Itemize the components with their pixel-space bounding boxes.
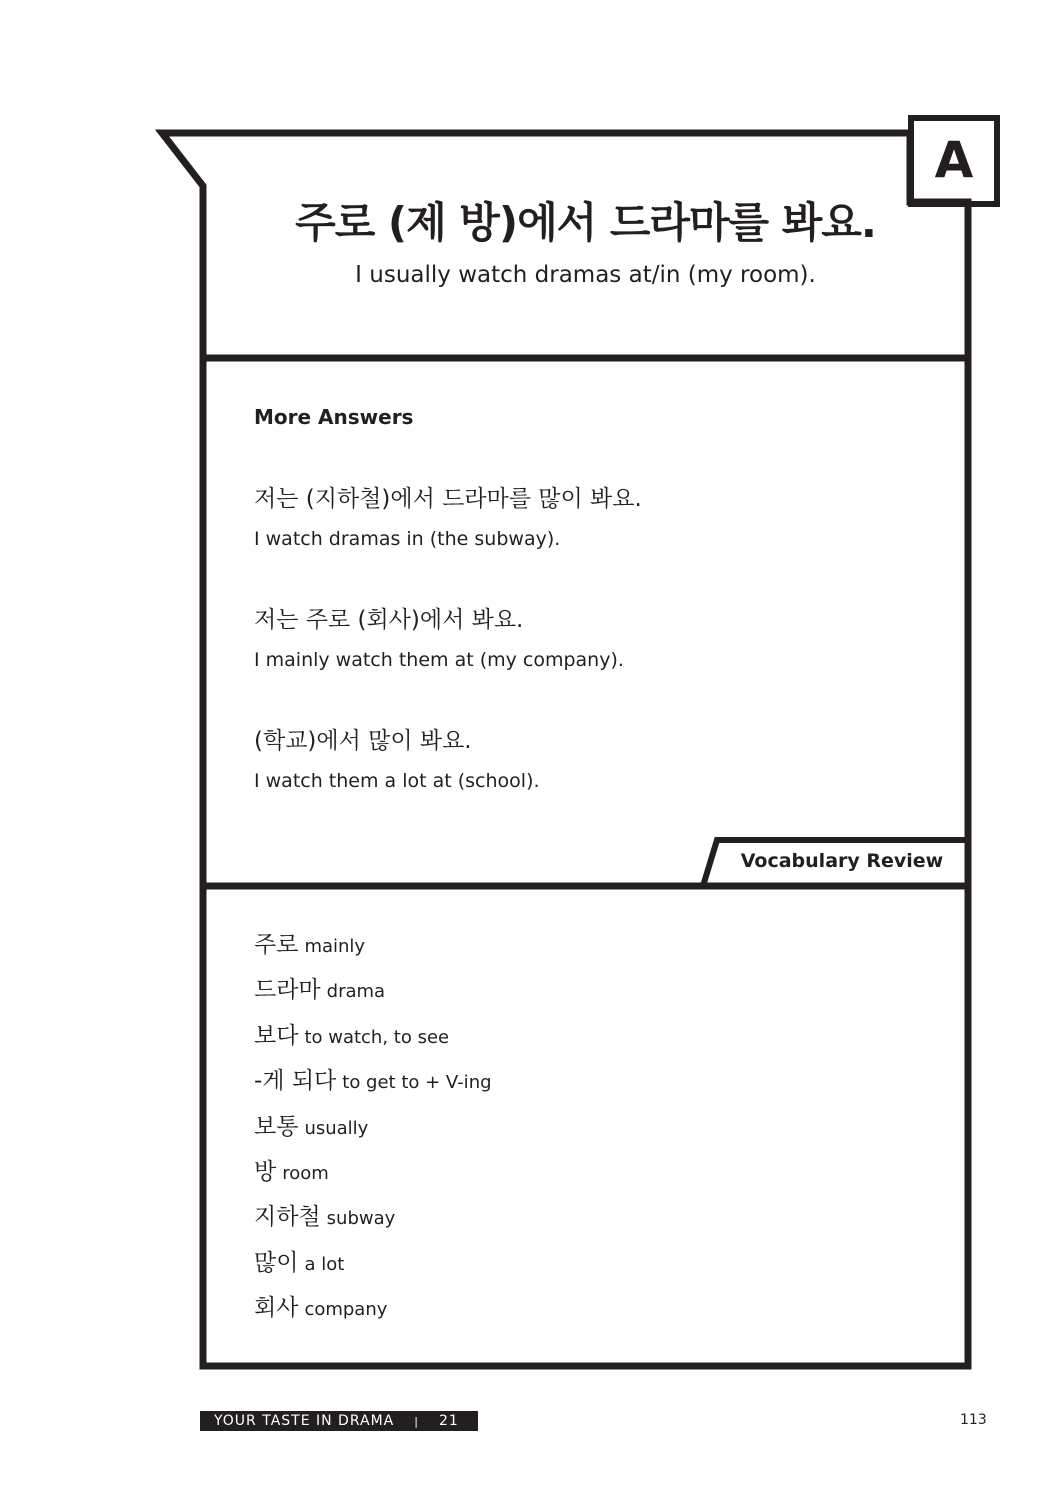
answer-english: I watch them a lot at (school).: [254, 770, 540, 792]
vocab-korean: 보다: [254, 1022, 299, 1049]
vocab-korean: 보통: [254, 1113, 299, 1140]
vocab-english: company: [304, 1299, 388, 1321]
vocab-english: a lot: [304, 1253, 345, 1275]
answer-korean: (학교)에서 많이 봐요.: [254, 728, 472, 754]
vocab-item: [254, 1153, 492, 1198]
answer-item: [254, 605, 624, 673]
answer-english: I mainly watch them at (my company).: [254, 649, 624, 671]
page-number: 113: [960, 1412, 987, 1428]
chapter-footer-bar: [200, 1411, 478, 1431]
vocab-korean: 방: [254, 1158, 277, 1185]
vocab-korean: 주로: [254, 932, 299, 958]
vocab-item: [254, 926, 492, 971]
vocab-english: usually: [304, 1117, 369, 1139]
vocab-english: drama: [326, 981, 386, 1003]
answer-korean: 저는 주로 (회사)에서 봐요.: [254, 607, 524, 633]
vocab-english: room: [282, 1162, 329, 1184]
vocabulary-review-heading: Vocabulary Review: [740, 850, 944, 872]
vocabulary-list: [254, 926, 492, 1335]
answer-item: [254, 484, 642, 552]
answer-english: I watch dramas in (the subway).: [254, 528, 561, 550]
vocab-item: [254, 1198, 492, 1243]
vocab-korean: 지하철: [254, 1204, 321, 1231]
chapter-number: 21: [438, 1413, 459, 1429]
vocab-english: subway: [326, 1208, 396, 1230]
vocab-item: [254, 1062, 492, 1107]
vocab-item: [254, 971, 492, 1016]
footer-separator: |: [414, 1414, 419, 1428]
vocab-korean: 많이: [254, 1249, 299, 1276]
answer-item: [254, 726, 540, 794]
main-sentence-korean: 주로 (제 방)에서 드라마를 봐요.: [295, 198, 876, 247]
vocab-english: to watch, to see: [304, 1026, 450, 1048]
vocab-korean: 회사: [254, 1295, 299, 1322]
vocab-english: to get to + V-ing: [342, 1072, 492, 1094]
answer-korean: 저는 (지하철)에서 드라마를 많이 봐요.: [254, 486, 642, 512]
section-badge: A: [934, 131, 974, 189]
more-answers-heading: More Answers: [254, 405, 414, 429]
vocab-english: mainly: [304, 936, 366, 957]
vocab-korean: 드라마: [254, 977, 321, 1004]
chapter-title: YOUR TASTE IN DRAMA: [214, 1413, 395, 1429]
main-sentence-english: I usually watch dramas at/in (my room).: [355, 262, 816, 288]
vocab-item: [254, 1244, 492, 1289]
vocab-item: [254, 1108, 492, 1153]
vocab-korean: -게 되다: [254, 1068, 337, 1095]
vocab-item: [254, 1017, 492, 1062]
vocab-item: [254, 1289, 492, 1334]
